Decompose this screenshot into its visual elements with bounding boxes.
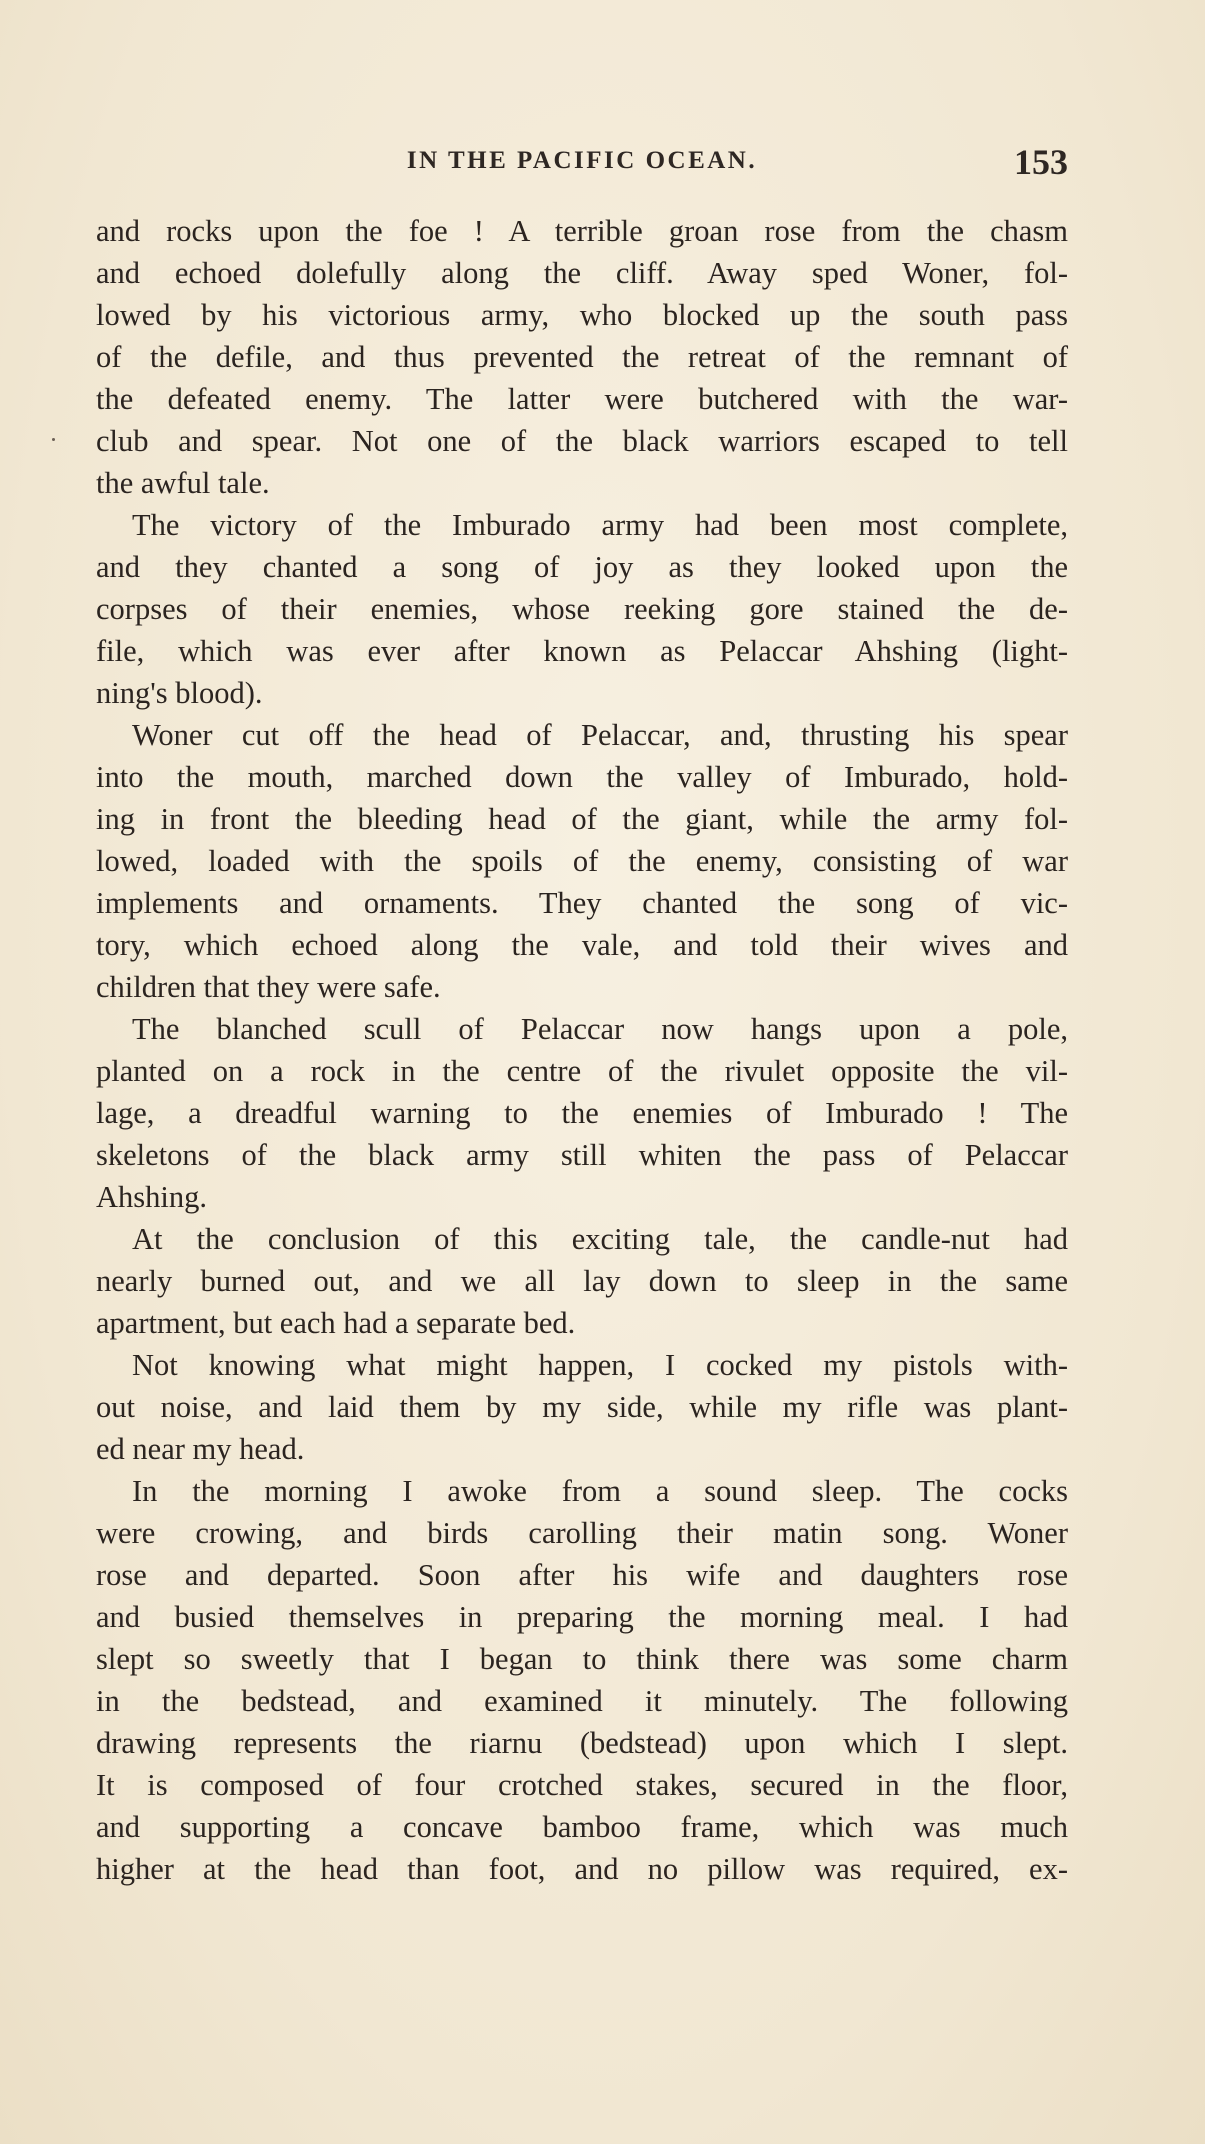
text-line: Not knowing what might happen, I cocked my pistols with- [132, 1348, 1068, 1382]
text-line: planted on a rock in the centre of the rivulet opposite the vil- [96, 1054, 1068, 1088]
text-line: The blanched scull of Pelaccar now hangs upon a pole, [132, 1012, 1068, 1046]
text-line: rose and departed. Soon after his wife and daughters rose [96, 1558, 1068, 1592]
text-line: were crowing, and birds carolling their matin song. Woner [96, 1516, 1068, 1550]
text-line: skeletons of the black army still whiten the pass of Pelaccar [96, 1138, 1068, 1172]
text-line: the awful tale. [96, 466, 270, 500]
text-line: and they chanted a song of joy as they looked upon the [96, 550, 1068, 584]
text-line: tory, which echoed along the vale, and told their wives and [96, 928, 1068, 962]
text-line: of the defile, and thus prevented the retreat of the remnant of [96, 340, 1068, 374]
text-line: The victory of the Imburado army had been most complete, [132, 508, 1068, 542]
text-line: Woner cut off the head of Pelaccar, and, thrusting his spear [132, 718, 1068, 752]
text-line: slept so sweetly that I began to think there was some charm [96, 1642, 1068, 1676]
text-line: ing in front the bleeding head of the giant, while the army fol- [96, 802, 1068, 836]
text-line: higher at the head than foot, and no pillow was required, ex- [96, 1852, 1068, 1886]
text-line: club and spear. Not one of the black warriors escaped to tell [96, 424, 1068, 458]
text-line: lowed, loaded with the spoils of the enemy, consisting of war [96, 844, 1068, 878]
text-line: lowed by his victorious army, who blocked up the south pass [96, 298, 1068, 332]
text-line: and busied themselves in preparing the morning meal. I had [96, 1600, 1068, 1634]
body-text [96, 210, 1068, 1890]
text-line: corpses of their enemies, whose reeking gore stained the de- [96, 592, 1068, 626]
text-line: It is composed of four crotched stakes, secured in the floor, [96, 1768, 1068, 1802]
text-line: apartment, but each had a separate bed. [96, 1306, 576, 1340]
paper-speck [52, 438, 55, 441]
text-line: ning's blood). [96, 676, 263, 710]
text-line: file, which was ever after known as Pelaccar Ahshing (light- [96, 634, 1068, 668]
text-line: and supporting a concave bamboo frame, which was much [96, 1810, 1068, 1844]
text-line: implements and ornaments. They chanted the song of vic- [96, 886, 1068, 920]
text-line: Ahshing. [96, 1180, 207, 1214]
text-line: and echoed dolefully along the cliff. Away sped Woner, fol- [96, 256, 1068, 290]
page-number: 153 [1014, 142, 1068, 182]
text-line: drawing represents the riarnu (bedstead) upon which I slept. [96, 1726, 1068, 1760]
text-line: ed near my head. [96, 1432, 305, 1466]
text-line: in the bedstead, and examined it minutely. The following [96, 1684, 1068, 1718]
text-line: and rocks upon the foe ! A terrible groan rose from the chasm [96, 214, 1068, 248]
text-line: lage, a dreadful warning to the enemies of Imburado ! The [96, 1096, 1068, 1130]
running-head [96, 143, 1068, 183]
text-line: nearly burned out, and we all lay down to sleep in the same [96, 1264, 1068, 1298]
running-title: IN THE PACIFIC OCEAN. [406, 147, 758, 174]
text-line: the defeated enemy. The latter were butchered with the war- [96, 382, 1068, 416]
text-line: children that they were safe. [96, 970, 441, 1004]
text-line: At the conclusion of this exciting tale, the candle-nut had [132, 1222, 1068, 1256]
text-line: In the morning I awoke from a sound sleep. The cocks [132, 1474, 1068, 1508]
text-line: out noise, and laid them by my side, while my rifle was plant- [96, 1390, 1068, 1424]
text-line: into the mouth, marched down the valley of Imburado, hold- [96, 760, 1068, 794]
